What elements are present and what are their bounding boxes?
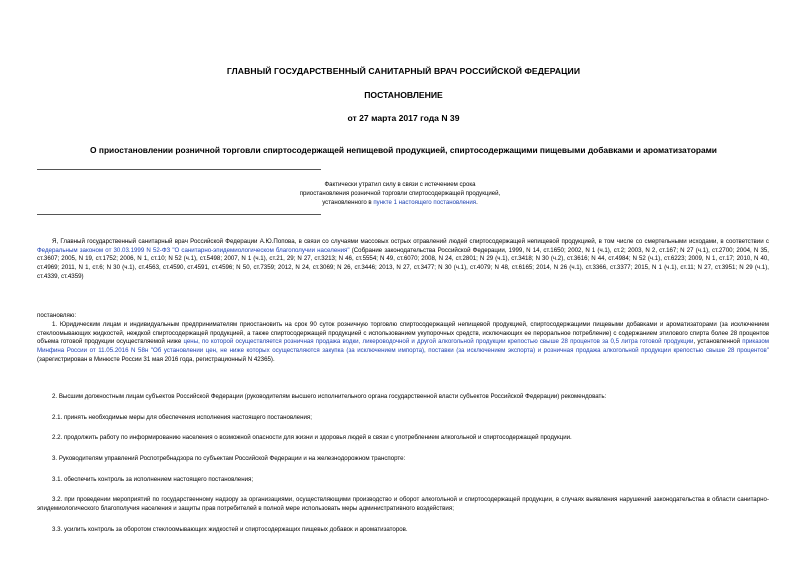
paragraph-text: , установленной <box>693 338 743 346</box>
paragraph-2-1: 2.1. принять необходимые меры для обеспечения исполнения настоящего постановления; <box>52 414 312 421</box>
resolve-line: постановляю: <box>37 312 77 319</box>
paragraph-text: (зарегистрирован в Минюсте России 31 мая 2016 года, регистрационный N 42365). <box>37 355 275 363</box>
status-note <box>270 180 530 208</box>
status-note-text: установленного в <box>322 199 374 207</box>
status-note-text: . <box>476 199 478 207</box>
document-title: О приостановлении розничной торговли спиртосодержащей непищевой продукцией, спиртосодержащими пищевыми добавками и ароматизаторами <box>90 145 717 155</box>
federal-law-link[interactable]: Федеральным законом от 30.03.1999 N 52-ФЗ "О санитарно-эпидемиологическом благополучии населения" <box>37 246 350 254</box>
document-type: ПОСТАНОВЛЕНИЕ <box>364 90 443 100</box>
preamble-paragraph <box>37 238 769 282</box>
price-link[interactable]: цены, по которой осуществляется розничная продажа водки, ликероводочной и другой алкогольной продукции крепостью свыше 28 процентов за 0,5 литра готовой продукции <box>183 338 694 346</box>
issuing-authority: ГЛАВНЫЙ ГОСУДАРСТВЕННЫЙ САНИТАРНЫЙ ВРАЧ РОССИЙСКОЙ ФЕДЕРАЦИИ <box>226 66 581 76</box>
divider-top <box>37 169 321 170</box>
paragraph-3-2: 3.2. при проведении мероприятий по государственному надзору за организациями, осуществляющими производство и оборот алкогольной и спиртосодержащей продукции, в случаях выявления нарушений законодательства в области санитарно-эпидемиологического благополучия населения и защиты прав потребителей в полной мере использовать меры административного воздействия; <box>37 496 769 512</box>
status-note-link[interactable]: пункте 1 настоящего постановления <box>373 199 477 207</box>
paragraph-3: 3. Руководителям управлений Роспотребнадзора по субъектам Российской Федерации и на железнодорожном транспорте: <box>52 455 406 462</box>
divider-bottom <box>37 214 321 215</box>
preamble-text: Я, Главный государственный санитарный врач Российской Федерации А.Ю.Попова, в связи со случаями массовых острых отравлений людей спиртосодержащей непищевой продукцией, в том числе со смертельными исходами, в соответствии с <box>52 238 769 245</box>
paragraph-2-2: 2.2. продолжить работу по информированию населения о возможной опасности для жизни и здоровья людей в связи с употреблением алкогольной и спиртосодержащей продукции. <box>52 434 572 441</box>
status-note-line: Фактически утратил силу в связи с истечением срока <box>324 181 476 188</box>
document-date-number: от 27 марта 2017 года N 39 <box>347 113 460 123</box>
paragraph-3-1: 3.1. обеспечить контроль за исполнением настоящего постановления; <box>52 476 254 483</box>
status-note-line <box>270 198 530 207</box>
minfin-order-link[interactable]: приказом Минфина России от 11.05.2016 N 58н "Об установлении цен, не ниже которых осуществляются закупка (за исключением импорта), поставки (за исключением экспорта) и розничная продажа алкогольной продукции крепостью свыше 28 процентов" <box>37 338 769 355</box>
paragraph-text: 1. Юридическим лицам и индивидуальным предпринимателям приостановить на срок 90 суток розничную торговлю спиртосодержащей непищевой продукцией, спиртосодержащими пищевыми добавками и ароматизаторами (за исключением стеклоомывающих жидкостей, неждкой спиртосодержащей продукцией, а также спиртосодержащей продукцией с использованием укупорочных средств, исключающих ее пероральное потребление) с содержанием этилового спирта более 28 процентов объема готовой продукции осуществляемой ниже <box>37 321 769 346</box>
paragraph-2: 2. Высшим должностным лицам субъектов Российской Федерации (руководителям высшего исполнительного органа государственной власти субъектов Российской Федерации) рекомендовать: <box>52 393 607 400</box>
preamble-text: (Собрание законодательства Российской Федерации, 1999, N 14, ст.1650; 2002, N 1 (ч.1), ст.2; 2003, N 2, ст.167; N 27 (ч.1), ст.2700; 2004, N 35, ст.3607; 2005, N 19, ст.1752; 2006, N 1, ст.10; N 52 (ч.1), ст.5498; 2007, N 1 (ч.1), ст.21, 29; N 27, ст.3213; N 46, ст.5554; N 49, ст.6070; 2008, N 24, ст.2801; N 29 (ч.1), ст.3418; N 30 (ч.2), ст.3616; N 44, ст.4984; N 52 (ч.1), ст.6223; 2009, N 1, ст.17; 2010, N 40, ст.4969; 2011, N 1, ст.6; N 30 (ч.1), ст.4563, ст.4590, ст.4591, ст.4596; N 50, ст.7359; 2012, N 24, ст.3069; N 26, ст.3446; 2013, N 27, ст.3477; N 30 (ч.1), ст.4079; N 48, ст.6165; 2014, N 26 (ч.1), ст.3366, ст.3377; 2015, N 1 (ч.1), ст.11; N 27, ст.3951; N 29 (ч.1), ст.4339, ст.4359) <box>37 246 769 280</box>
paragraph-1 <box>37 321 769 365</box>
status-note-line: приостановления розничной торговли спиртосодержащей продукцией, <box>299 190 501 198</box>
paragraph-3-3: 3.3. усилить контроль за оборотом стеклоомывающих жидкостей и спиртосодержащих пищевых добавок и ароматизаторов. <box>52 526 408 533</box>
